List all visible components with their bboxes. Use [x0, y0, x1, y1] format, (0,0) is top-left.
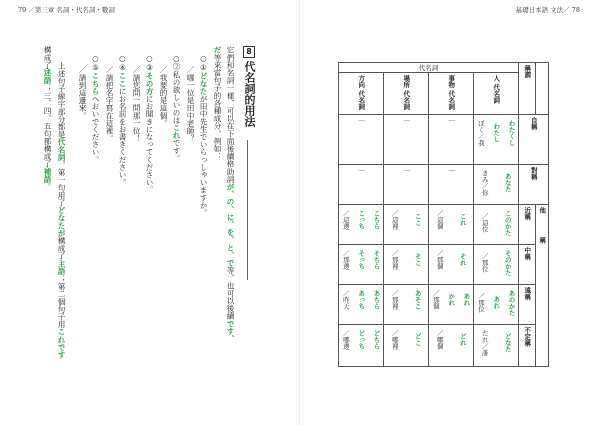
row-label: 近稱 [519, 204, 536, 244]
table-cell: ／那裡 そこ [384, 244, 429, 284]
table-cell: ｜ [339, 164, 384, 204]
table-cell: ／哪個 どれ [429, 324, 474, 366]
pronoun-table [338, 62, 549, 367]
row-label-group: 他 稱 [536, 204, 549, 366]
table-cell: ／那個 それ [429, 244, 474, 284]
table-cell: ｜ [429, 114, 474, 164]
row-label: 中稱 [519, 244, 536, 284]
table-cell: ／哪裡 どこ [384, 324, 429, 366]
table-cell: ｜ [384, 164, 429, 204]
column-header-person: 人 代名詞 [474, 73, 519, 115]
table-cell: ／哪邊 どっち どちら [339, 324, 384, 366]
table-cell: ／昨天 あっち あちら [339, 284, 384, 324]
example-sentence: ○②私の欲しいのはこれです。 [172, 54, 181, 162]
example-translation: ／我要的是這個。 [159, 66, 168, 127]
header-cell [536, 63, 549, 115]
example-sentence: ○①どなたが田中先生でいらっしゃいますか。 [199, 54, 208, 217]
column-header-direction: 方向 代名詞 [339, 73, 384, 115]
table-cell: ／這邊 こっち こちら [339, 204, 384, 244]
table-cell: ｜ [384, 114, 429, 164]
column-header-thing: 事物 代名詞 [429, 73, 474, 115]
table-cell: ／那裡 あそこ [384, 284, 429, 324]
page-header-right: 基礎日本語 文法／ 78 [515, 6, 580, 14]
section-title-text: 代名詞的用法 [243, 61, 256, 127]
example-sentence: ○④ここにお名前をお書きください。 [118, 54, 127, 187]
header-cell: 稱謂 [519, 63, 536, 115]
row-label: 自稱 [519, 114, 549, 164]
table-cell: ／那個 かれ あれ [429, 284, 474, 324]
table-cell: ぼく／我 わたし わたくし [474, 114, 519, 164]
table-cell: きみ／你 あなた [474, 164, 519, 204]
table-cell: ／那位 あれ あのかた [474, 284, 519, 324]
section-title [241, 46, 257, 127]
table-cell: ／這位 このかた [474, 204, 519, 244]
row-label: 遠稱 [519, 284, 536, 324]
row-label: 對稱 [519, 164, 549, 204]
table-cell: ｜ [429, 164, 474, 204]
example-translation: ／哪一位是田中老師？ [186, 66, 195, 142]
table-cell: ｜ [339, 114, 384, 164]
example-sentence: ○⑤こちらへおいでください。 [91, 54, 100, 164]
example-translation: ／請把名字寫在這裡。 [105, 66, 114, 142]
table-cell: ／那位 そのかた [474, 244, 519, 284]
table-title: 代名詞 [339, 63, 519, 73]
example-sentence: ○③その方にお聞きになってください。 [145, 54, 154, 194]
summary-line: 上述句子線字部分都是代名詞，第一句用了どなたが構成了主語；第二個句子用これです [57, 62, 66, 359]
column-header-place: 場所 代名詞 [384, 73, 429, 115]
example-translation: ／請到這邊來。 [78, 66, 87, 120]
section-rule [247, 140, 248, 280]
row-label: 不定稱 [519, 324, 536, 366]
table-cell: ／這個 これ [429, 204, 474, 244]
section-number: 8 [243, 46, 255, 58]
table-cell: ／那邊 そっち そちら [339, 244, 384, 284]
table-cell: ／這裡 ここ [384, 204, 429, 244]
example-translation: ／請您問一問那一位！ [132, 66, 141, 142]
table-cell: だれ／誰 どなた [474, 324, 519, 366]
paragraph-line: だ等來當句子的各種成分，例如： [213, 46, 222, 161]
book-spine [299, 0, 300, 425]
page-header-left: 79 ／第三章 名詞・代名詞・數詞 [18, 6, 115, 14]
paragraph-line: 它們和名詞一樣，可以在下面後續格助詞が、の、に、を、と、で等，也可以後續です、 [226, 46, 235, 343]
summary-line: 構成了述語；三、四、五句都構成了補語。 [43, 46, 52, 191]
